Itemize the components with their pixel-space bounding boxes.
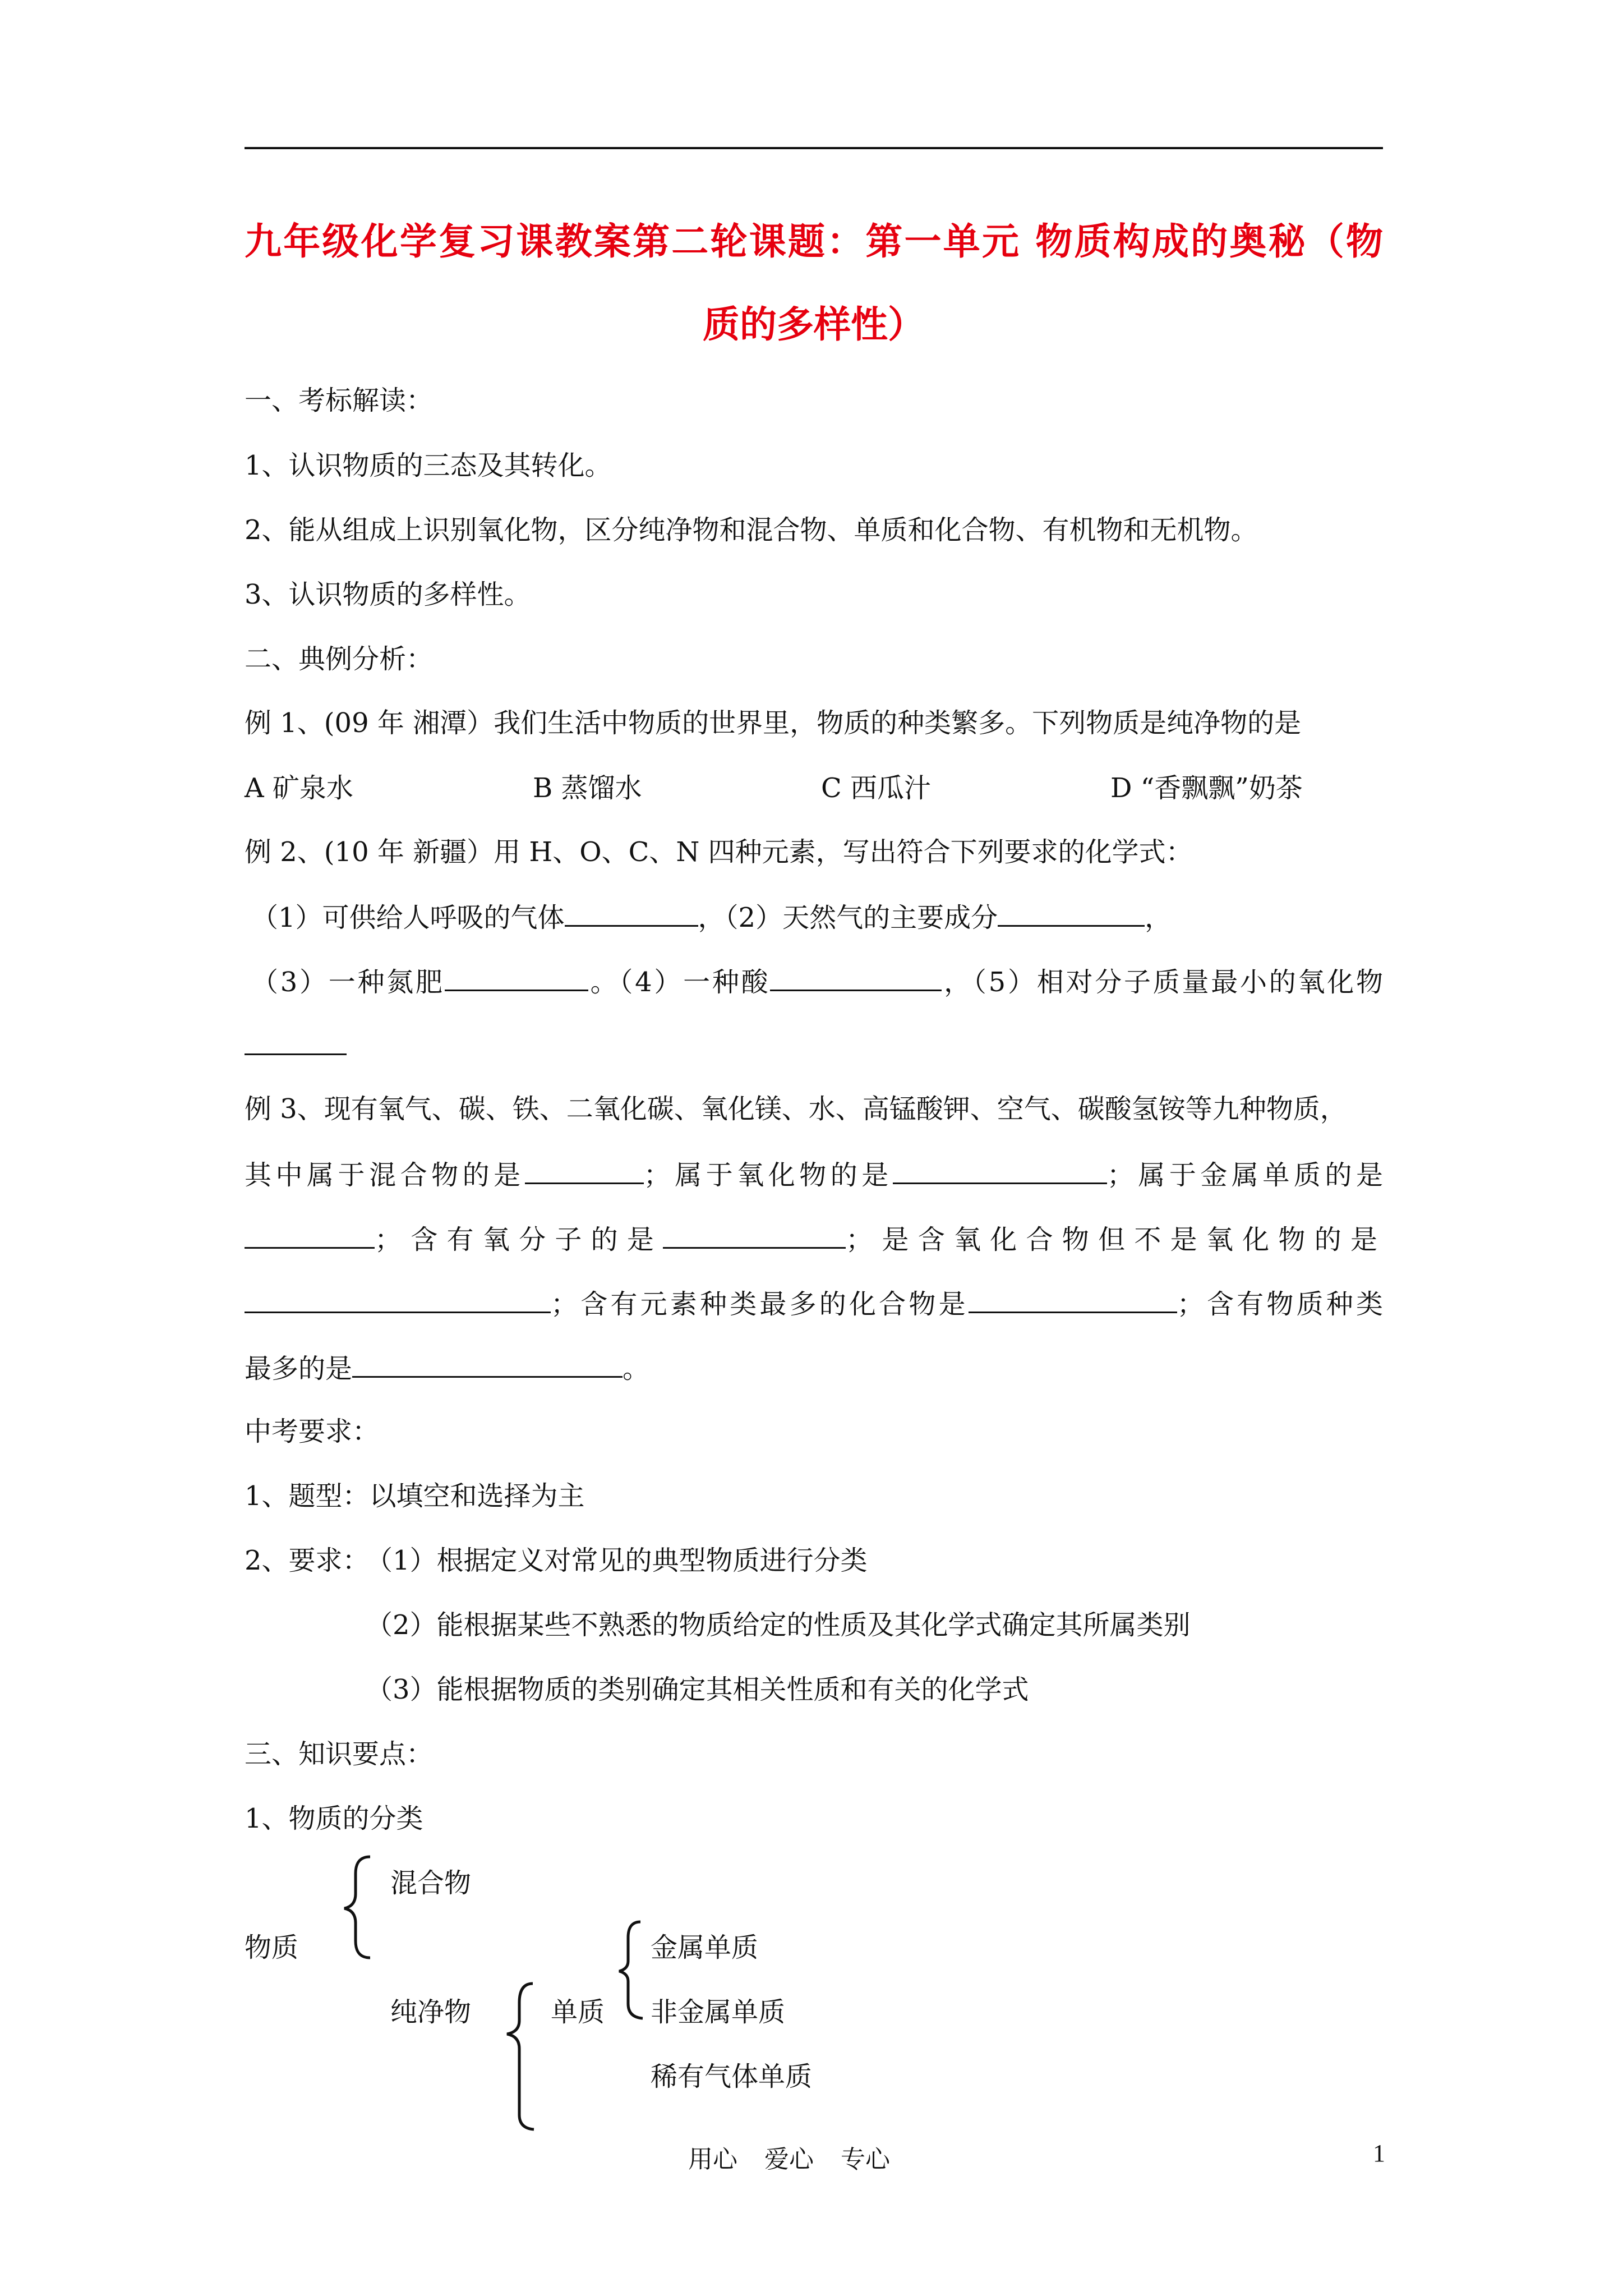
section2-heading: 二、典例分析： [245, 643, 434, 675]
example2-part3: （3）一种氮肥 [251, 967, 445, 998]
example1-question: 例 1、(09 年 湘潭）我们生活中物质的世界里，物质的种类繁多。下列物质是纯净物的是 [245, 707, 1302, 739]
answer-blank[interactable] [352, 1354, 623, 1378]
example3-line5 [245, 1354, 649, 1382]
example3-text: 其中属于混合物的是 [245, 1159, 525, 1191]
example3-text: ；是含氧化合物但不是氧化物的是 [846, 1224, 1383, 1255]
section1-heading: 一、考标解读： [245, 385, 434, 416]
answer-blank[interactable] [770, 967, 942, 991]
brace-element [611, 1915, 651, 2025]
example3-text: ；属于金属单质的是 [1106, 1159, 1383, 1191]
answer-blank[interactable] [663, 1225, 846, 1249]
example3-line3 [245, 1225, 1383, 1253]
answer-blank[interactable] [245, 1225, 375, 1249]
example2-line2 [251, 967, 1383, 996]
tree-nonmetal: 非金属单质 [651, 1996, 786, 2028]
tree-mixture: 混合物 [390, 1867, 472, 1899]
example2-part4: 。（4）一种酸 [588, 967, 771, 998]
footer-word: 专心 [841, 2145, 890, 2174]
example3-text: ；含有元素种类最多的化合物是 [551, 1289, 969, 1320]
example1-option-a: A 矿泉水 [245, 772, 353, 804]
tree-pure: 纯净物 [390, 1996, 472, 2028]
tree-metal: 金属单质 [651, 1932, 759, 1963]
section3-heading: 三、知识要点： [245, 1738, 434, 1770]
example3-text: ；含有氧分子的是 [375, 1224, 663, 1255]
answer-blank[interactable] [245, 1289, 551, 1313]
answer-blank[interactable] [998, 903, 1145, 927]
section1-item: 1、认识物质的三态及其转化。 [245, 450, 612, 481]
section3-sub1: 1、物质的分类 [245, 1803, 423, 1834]
example3-line4 [245, 1289, 1383, 1318]
example3-text: ；含有物质种类 [1177, 1289, 1383, 1320]
brace-root [336, 1851, 381, 1963]
answer-blank[interactable] [445, 967, 588, 991]
requirements-label: 2、要求： [245, 1545, 370, 1576]
punctuation: 。 [623, 1353, 650, 1384]
requirement-item: （2）能根据某些不熟悉的物质给定的性质及其化学式确定其所属类别 [366, 1609, 1191, 1641]
requirement-item: （3）能根据物质的类别确定其相关性质和有关的化学式 [366, 1674, 1029, 1705]
section1-item: 3、认识物质的多样性。 [245, 579, 531, 610]
example3-line1: 例 3、现有氧气、碳、铁、二氧化碳、氧化镁、水、高锰酸钾、空气、碳酸氢铵等九种物质， [245, 1093, 1347, 1125]
tree-noble: 稀有气体单质 [651, 2061, 813, 2092]
example2-part2: ，（2）天然气的主要成分 [698, 902, 998, 933]
example2-part5: ，（5）相对分子质量最小的氧化物 [942, 967, 1384, 998]
answer-blank[interactable] [893, 1160, 1107, 1184]
header-rule [245, 147, 1383, 149]
footer-word: 用心 [688, 2145, 737, 2174]
example2-line1 [251, 903, 1172, 931]
footer-word: 爱心 [764, 2145, 814, 2174]
tree-element: 单质 [551, 1996, 605, 2028]
example2-line3 [245, 1031, 347, 1060]
answer-blank[interactable] [245, 1031, 347, 1055]
page-footer [688, 2139, 917, 2175]
punctuation: ， [1145, 902, 1172, 933]
example3-text: ；属于氧化物的是 [643, 1159, 893, 1191]
example3-line2 [245, 1160, 1383, 1189]
page-title-line2: 质的多样性） [703, 302, 925, 346]
page-title-line1: 九年级化学复习课教案第二轮课题：第一单元 物质构成的奥秘（物 [245, 219, 1383, 263]
example1-option-c: C 西瓜汁 [821, 772, 931, 804]
requirements-heading: 中考要求： [245, 1416, 380, 1447]
answer-blank[interactable] [525, 1160, 644, 1184]
page-number: 1 [1373, 2139, 1385, 2167]
answer-blank[interactable] [565, 903, 698, 927]
requirements-type: 1、题型：以填空和选择为主 [245, 1480, 585, 1512]
section1-item: 2、能从组成上识别氧化物，区分纯净物和混合物、单质和化合物、有机物和无机物。 [245, 514, 1258, 546]
brace-pure [497, 1978, 542, 2136]
tree-root: 物质 [245, 1932, 299, 1963]
example3-text: 最多的是 [245, 1353, 353, 1384]
example1-option-b: B 蒸馏水 [533, 772, 642, 804]
example2-question: 例 2、(10 年 新疆）用 H、O、C、N 四种元素，写出符合下列要求的化学式： [245, 836, 1193, 868]
requirement-item: （1）根据定义对常见的典型物质进行分类 [366, 1545, 868, 1576]
example2-part1: （1）可供给人呼吸的气体 [251, 902, 565, 933]
answer-blank[interactable] [969, 1289, 1177, 1313]
example1-option-d: D “香飘飘”奶茶 [1110, 772, 1303, 804]
